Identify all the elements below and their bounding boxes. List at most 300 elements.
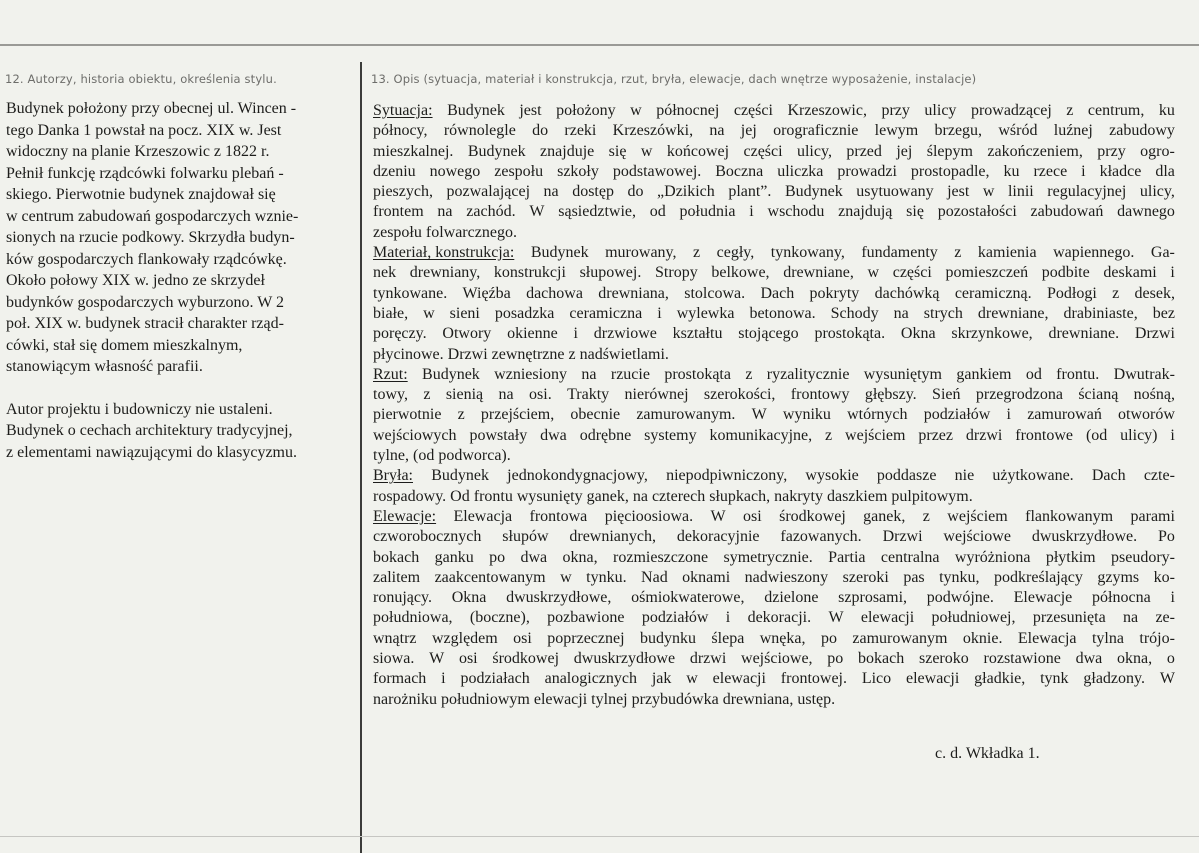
word: towy, (373, 386, 408, 404)
word: z (825, 426, 833, 444)
text-line (373, 162, 1175, 182)
word: Okna (900, 325, 936, 343)
word: formach (373, 670, 427, 688)
text-line: ków gospodarczych flankowały rządcówkę. (6, 250, 287, 268)
word: frontu. (1056, 365, 1100, 383)
word: przesunięta (1032, 609, 1106, 627)
word: ulicy) (1120, 426, 1158, 444)
word: elewacji (533, 690, 588, 708)
text-line (373, 324, 1175, 344)
text-line: tego Danka 1 powstał na pocz. XIX w. Jest (6, 121, 282, 139)
word: środkowej (779, 507, 846, 525)
word: tylnej (591, 690, 628, 708)
word: podbite (1041, 264, 1090, 282)
word: siowa. (373, 650, 415, 668)
word: w (560, 568, 572, 586)
word: Więźba (462, 284, 511, 302)
word: Nad (641, 568, 668, 586)
word: do (532, 122, 549, 140)
word: (od (1085, 426, 1108, 444)
word: nierównej (624, 386, 689, 404)
word: Elewacja (453, 507, 513, 525)
word: Budynek (467, 142, 526, 160)
word: czte- (1143, 467, 1175, 485)
word: i (749, 203, 754, 221)
word: podkreślający (994, 568, 1083, 586)
word: jej (896, 142, 913, 160)
word: w (423, 304, 435, 322)
word: wapiennego. (1053, 244, 1135, 262)
word: od (649, 203, 666, 221)
word: wejściem (845, 426, 906, 444)
text-line (373, 690, 1175, 710)
word: ogro- (1140, 142, 1175, 160)
word: frontowy (790, 386, 850, 404)
word: Okna (451, 589, 487, 607)
word: południowej, (931, 609, 1016, 627)
word: sieni (449, 304, 480, 322)
section-label: Elewacje: (373, 507, 437, 525)
word: dekoracji. (747, 609, 812, 627)
word: od (1025, 365, 1042, 383)
word: tynk (1040, 670, 1069, 688)
word: Boczna (715, 162, 764, 180)
history-text-column (6, 98, 351, 463)
word: jest (947, 183, 970, 201)
word: pomieszczeń (945, 264, 1029, 282)
word: w (867, 264, 880, 282)
text-line: poł. XIX w. budynek stracił charakter rząd- (6, 315, 284, 332)
word: linii (1007, 183, 1034, 201)
word: Ga- (1150, 244, 1175, 262)
word: osi (513, 629, 532, 647)
word: drewnianych, (569, 528, 657, 546)
word: drewniane, (783, 264, 854, 282)
word: (boczne), (469, 609, 530, 627)
text-line: Budynek o cechach architektury tradycyjnej, (6, 422, 293, 439)
word: W (429, 650, 445, 668)
word: „Dzikich (657, 183, 715, 201)
section-label: Sytuacja: (373, 102, 433, 119)
word: i (1170, 264, 1175, 282)
word: Lico (861, 670, 892, 688)
word: ceramiczna (569, 304, 643, 322)
text-line (373, 345, 1175, 365)
left-section-header: 12. Autorzy, historia obiektu, określenia stylu. (5, 72, 277, 86)
word: podworca). (438, 447, 511, 465)
word: drzwiowe (593, 325, 657, 343)
word: tylne, (373, 447, 409, 465)
word: Partia (828, 548, 866, 566)
word: i (1081, 162, 1086, 180)
word: Elewacje (1013, 589, 1073, 607)
word: szeroki (842, 568, 889, 586)
section-label: Rzut: (373, 365, 408, 383)
word: dachówką (874, 284, 940, 302)
section-label: Bryła: (373, 467, 413, 485)
word: dzielone (764, 589, 819, 607)
description-text-column (373, 101, 1175, 710)
word: parami (1130, 507, 1175, 525)
word: ślepa (711, 629, 745, 647)
word: i (441, 670, 446, 688)
word: z (745, 365, 753, 383)
word: Drzwi (882, 528, 923, 546)
word: ko- (1153, 568, 1175, 586)
word: południowym (440, 690, 530, 708)
word: przy (881, 102, 910, 119)
word: Schody (830, 304, 879, 322)
text-line (373, 466, 1175, 486)
word: stojącego (738, 325, 799, 343)
word: pas (903, 568, 925, 586)
word: wyróżniona (954, 548, 1031, 566)
word: elewacji (906, 670, 960, 688)
word: lewym (874, 122, 919, 140)
word: w (982, 183, 995, 201)
word: na (437, 203, 453, 221)
word: W (828, 609, 844, 627)
word: Budynek (784, 183, 843, 201)
word: tynku. (586, 568, 627, 586)
word: na (581, 365, 597, 383)
word: ośmiokwaterowe, (631, 589, 745, 607)
word: W (710, 507, 726, 525)
word: rzece (1033, 162, 1068, 180)
word: czterech (651, 487, 706, 505)
word: płycinowe. (373, 345, 444, 363)
word: drzwi (689, 650, 727, 668)
text-line: Około połowy XIX w. jedno ze skrzydeł (6, 272, 265, 289)
text-line (373, 202, 1175, 222)
word: gładzony. (1083, 670, 1145, 688)
text-line (373, 568, 1175, 588)
word: środkowej (492, 650, 560, 668)
word: dzeniu (373, 162, 416, 180)
word: ganek, (586, 487, 629, 505)
bottom-border-rule (0, 836, 1199, 837)
word: pozostałości (937, 203, 1017, 221)
word: uliczka (777, 162, 824, 180)
word: dawnego (1117, 203, 1175, 221)
word: drewniana, (722, 690, 794, 708)
word: poprzecznej (547, 629, 625, 647)
right-section-header: 13. Opis (sytuacja, materiał i konstrukcja, rzut, bryła, elewacje, dach wnętrze wyposażenie, instalacje) (371, 72, 977, 86)
word: końcowej (666, 142, 730, 160)
word: drewniany, (409, 264, 481, 282)
text-line: Budynek położony przy obecnej ul. Wincen - (6, 100, 297, 117)
text-line (373, 588, 1175, 608)
word: zakończeniem, (987, 142, 1083, 160)
word: wejściowe, (741, 650, 813, 668)
word: rzucie (610, 365, 650, 383)
word: okna, (562, 548, 598, 566)
word: plant”. (728, 183, 772, 201)
word: ganku (434, 548, 474, 566)
word: pseudory- (1111, 548, 1175, 566)
word: sąsiedztwie, (558, 203, 636, 221)
word: znajdują (838, 203, 893, 221)
word: nowego (429, 162, 481, 180)
word: kamienia (977, 244, 1037, 262)
word: trójo- (1139, 629, 1175, 647)
top-border-rule (0, 44, 1199, 46)
word: poręczy. (373, 325, 427, 343)
word: szerokości, (703, 386, 776, 404)
word: z (1066, 102, 1074, 119)
word: północy, (373, 122, 428, 140)
text-line (373, 649, 1175, 669)
word: stolcowa. (684, 284, 746, 302)
word: nakryty (774, 487, 823, 505)
word: drewniane. (1048, 325, 1120, 343)
word: Dwutrak- (1113, 365, 1175, 383)
text-line (373, 365, 1175, 385)
word: z (1112, 284, 1120, 302)
word: drewniana, (598, 284, 669, 302)
word: okna, (1116, 650, 1153, 668)
word: pozbawione (547, 609, 625, 627)
word: słupowej. (579, 264, 642, 282)
word: osi (458, 650, 478, 668)
word: rospadowy. (373, 487, 447, 505)
word: w (630, 102, 642, 119)
word: Stropy (655, 264, 698, 282)
word: W (529, 203, 545, 221)
text-line: skiego. Pierwotnie budynek znajdował się (6, 186, 276, 203)
text-line (373, 629, 1175, 649)
word: podwójne. (926, 589, 994, 607)
word: luźnej (1053, 122, 1093, 140)
word: z (954, 244, 962, 262)
word: poddasze (876, 467, 937, 485)
paragraph-gap (6, 378, 351, 399)
word: betonowa. (749, 304, 816, 322)
text-line (373, 548, 1175, 568)
word: wejściem (947, 507, 1008, 525)
text-line (373, 121, 1175, 141)
word: przegrodzona (975, 386, 1063, 404)
word: usytuowany (856, 183, 934, 201)
word: Budynek (431, 467, 489, 485)
word: równolegle (443, 122, 516, 140)
word: narożniku (373, 690, 437, 708)
word: względem (431, 629, 498, 647)
word: dwa (540, 426, 567, 444)
word: z (457, 406, 465, 424)
word: Drzwi (447, 345, 488, 363)
text-line (373, 223, 1175, 243)
word: północna (1092, 589, 1151, 607)
word: zaakcentowanym (434, 568, 546, 586)
word: rzeki (564, 122, 597, 140)
word: wysokie (805, 467, 859, 485)
word: frontowa (529, 507, 588, 525)
word: pokryty (809, 284, 860, 302)
word: deskami (1103, 264, 1157, 282)
word: przybudówka (631, 690, 719, 708)
word: Krzeszówki, (612, 122, 694, 140)
word: obecnie (570, 406, 621, 424)
word: Podłogi (1046, 284, 1097, 302)
word: i (725, 609, 731, 627)
word: i (1006, 406, 1011, 424)
word: pieszych, (373, 183, 433, 201)
text-line: Pełnił funkcję rządcówki folwarku plebań - (6, 164, 284, 182)
text-line (373, 426, 1175, 446)
word: Dach (1091, 467, 1126, 485)
column-divider (360, 62, 362, 853)
word: ku (1003, 162, 1020, 180)
word: Budynek (447, 102, 505, 119)
word: wejściowych (373, 426, 457, 444)
text-line (373, 527, 1175, 547)
word: brzegu, (934, 122, 983, 140)
word: znajduje (540, 142, 595, 160)
word: rozmieszczone (613, 548, 709, 566)
word: tynkowany, (770, 244, 845, 262)
word: wyniku (782, 406, 831, 424)
word: niepodpiwniczony, (666, 467, 788, 485)
word: zabudowy (1109, 122, 1175, 140)
word: i (573, 325, 578, 343)
word: konstrukcji (493, 264, 566, 282)
word: dla (1155, 162, 1175, 180)
word: komunikacyjne, (709, 426, 813, 444)
word: prowadzącej (970, 102, 1052, 119)
word: Drzwi (1134, 325, 1175, 343)
word: otworów (1118, 406, 1175, 424)
text-line: z elementami nawiązującymi do klasycyzmu. (6, 443, 297, 461)
word: Sień (932, 386, 961, 404)
word: w (640, 142, 653, 160)
word: dachowa (526, 284, 583, 302)
word: bokach (373, 548, 420, 566)
text-line (373, 263, 1175, 283)
word: i (1170, 589, 1175, 607)
word: kładce (1099, 162, 1142, 180)
word: położony (556, 102, 616, 119)
word: fundamenty (861, 244, 938, 262)
word: po (820, 629, 837, 647)
word: symetrycznie. (723, 548, 813, 566)
word: drewniane, (977, 304, 1049, 322)
word: zachód. (466, 203, 516, 221)
word: gzyms (1097, 568, 1140, 586)
word: Dach (760, 284, 795, 302)
word: i (1170, 426, 1175, 444)
word: nośną, (1133, 386, 1175, 404)
word: dwa (520, 548, 548, 566)
word: pulpitowym. (891, 487, 973, 505)
word: nek (373, 264, 397, 282)
word: odrębne (579, 426, 632, 444)
text-line (373, 487, 1175, 507)
word: prostokąta (664, 365, 731, 383)
word: i (657, 304, 662, 322)
text-line: stanowiącym własność parafii. (6, 358, 203, 375)
word: użytkowane. (992, 467, 1074, 485)
word: głębszy. (864, 386, 917, 404)
word: okienne (507, 325, 558, 343)
word: gładkie, (974, 670, 1026, 688)
word: szprosami, (838, 589, 908, 607)
word: po (827, 650, 844, 668)
word: centralna (880, 548, 940, 566)
word: analogicznych (544, 670, 637, 688)
word: rozstawione (983, 650, 1061, 668)
word: flankowanym (1025, 507, 1114, 525)
text-line: w centrum zabudowań gospodarczych wznie- (6, 207, 299, 225)
section-label: Materiał, konstrukcja: (373, 244, 515, 262)
word: na (632, 487, 648, 505)
word: oknie. (962, 629, 1003, 647)
word: do (627, 183, 644, 201)
word: ganek, (863, 507, 906, 525)
word: wtórnych (847, 406, 908, 424)
word: podziałów (641, 609, 709, 627)
word: wysunięty (516, 487, 583, 505)
text-line (373, 669, 1175, 689)
word: systemy (644, 426, 697, 444)
word: południowa, (373, 609, 453, 627)
word: z (693, 244, 701, 262)
word: części (743, 142, 783, 160)
word: zespołu (373, 223, 422, 241)
text-line: cówki, stał się domem mieszkalnym, (6, 336, 243, 354)
word: na (543, 183, 559, 201)
word: części (892, 264, 932, 282)
word: strych (923, 304, 963, 322)
word: ulicy, (796, 142, 832, 160)
word: sienią (445, 386, 484, 404)
word: Budynek (422, 365, 480, 383)
word: na (709, 122, 725, 140)
word: podstawowej. (612, 162, 702, 180)
word: dwuskrzydłowe. (1031, 528, 1138, 546)
word: wśród (998, 122, 1038, 140)
word: jak (651, 670, 672, 688)
word: z (568, 345, 576, 363)
word: (od (413, 447, 435, 465)
word: zalitem (373, 568, 421, 586)
word: folwarcznego. (425, 223, 517, 241)
word: z (423, 386, 431, 404)
text-line (373, 507, 1175, 527)
word: dekoracyjnie (676, 528, 760, 546)
word: frontem (373, 203, 424, 221)
word: dwuskrzydłowe (573, 650, 676, 668)
word: przejściem, (480, 406, 555, 424)
word: bokach (858, 650, 905, 668)
word: powstały (469, 426, 528, 444)
word: zabudowań (1030, 203, 1104, 221)
word: w (686, 670, 698, 688)
word: Po (1158, 528, 1175, 546)
word: daszkiem (826, 487, 888, 505)
word: osi. (529, 386, 552, 404)
word: dostęp (572, 183, 614, 201)
word: podziałów (923, 406, 991, 424)
word: słupów (502, 528, 549, 546)
word: się (906, 203, 924, 221)
word: zamurowań (1027, 406, 1102, 424)
word: wejściowe (943, 528, 1011, 546)
word: na (498, 386, 514, 404)
text-line (373, 142, 1175, 162)
word: Otwory (442, 325, 492, 343)
word: desek, (1134, 284, 1175, 302)
